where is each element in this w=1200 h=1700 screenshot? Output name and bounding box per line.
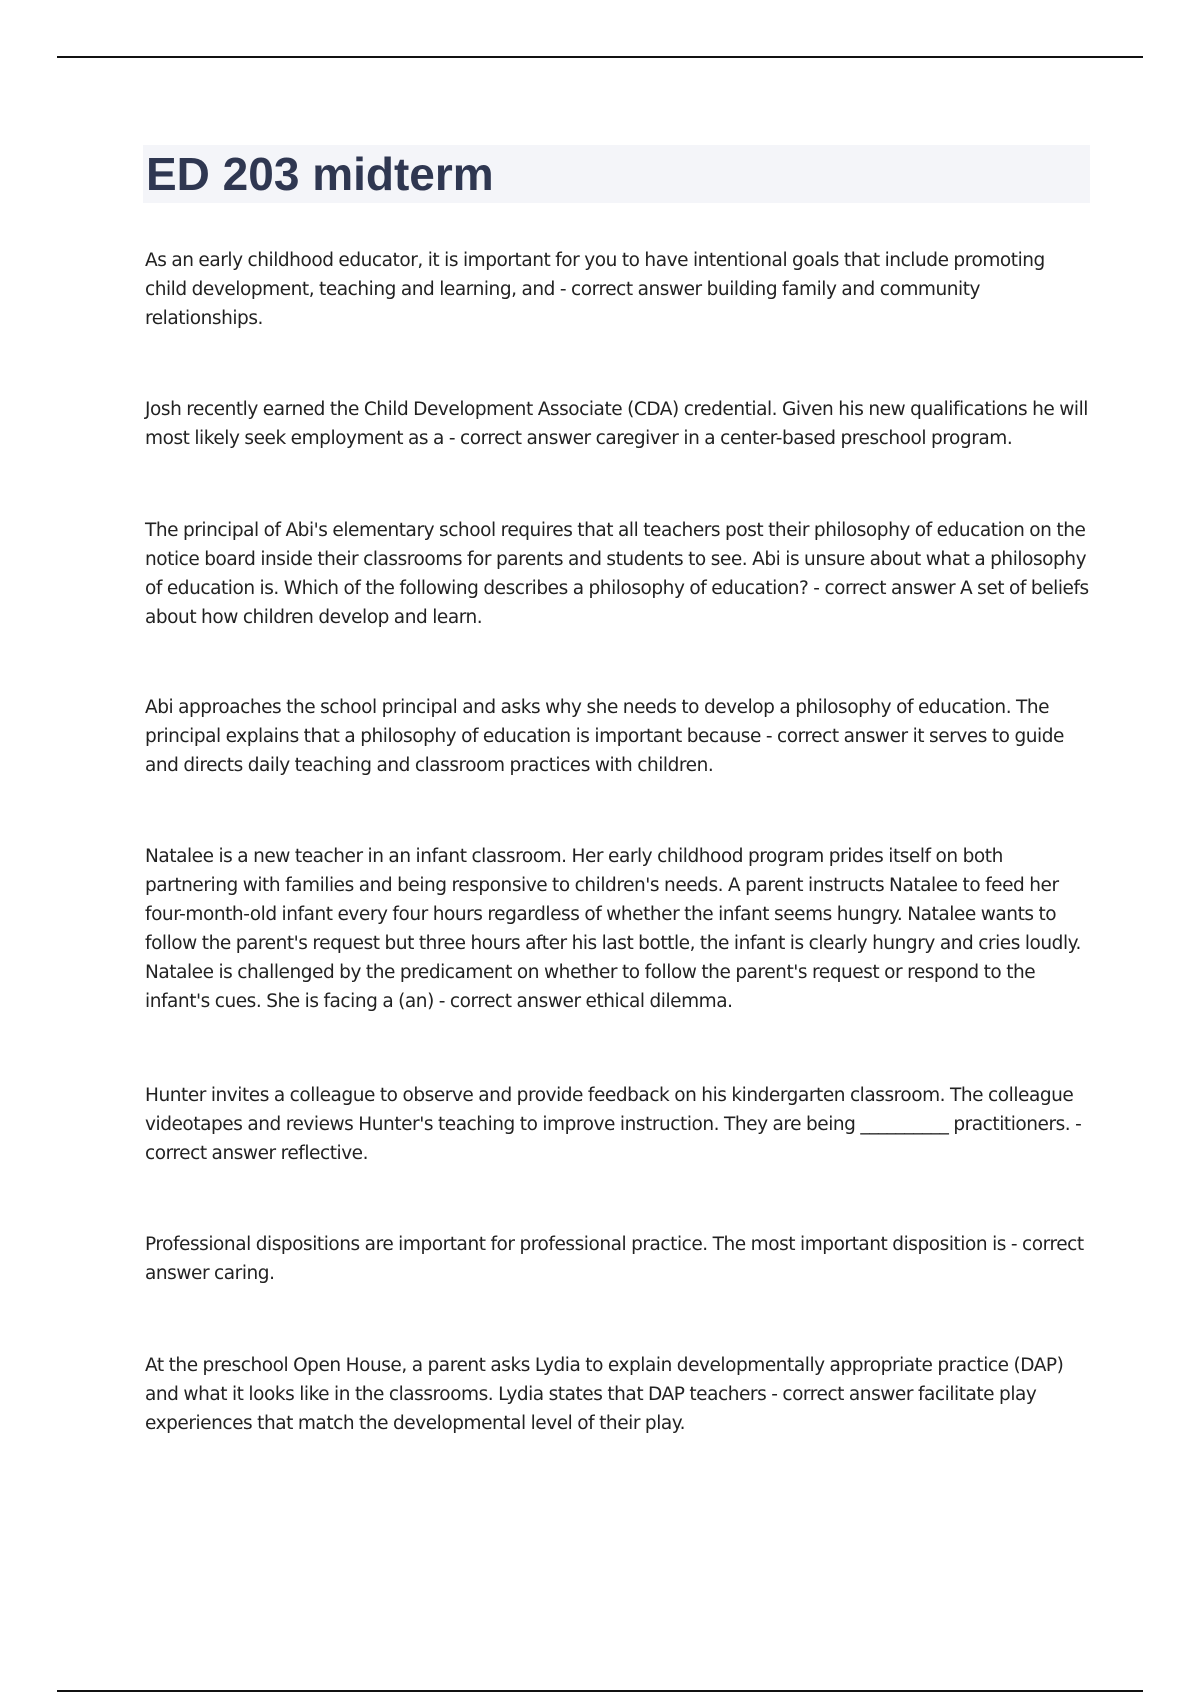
qa-item-8: At the preschool Open House, a parent asks Lydia to explain developmentally appropriate practice (DAP) and what it looks like in the classrooms. Lydia states that DAP teachers - correct answer facilitate play experiences that match the developmental level of their play.: [145, 1355, 1064, 1434]
page-bottom-rule: [57, 1690, 1143, 1692]
qa-item-5: Natalee is a new teacher in an infant classroom. Her early childhood program prides itself on both partnering with families and being responsive to children's needs. A parent instructs Natalee to feed her four-month-old infant every four hours regardless of whether the infant seems hungry. Natalee wants to follow the parent's request but three hours after his last bottle, the infant is clearly hungry and cries loudly. Natalee is challenged by the predicament on whether to follow the parent's request or respond to the infant's cues. She is facing a (an) - correct answer ethical dilemma.: [145, 846, 1081, 1012]
qa-item-2: Josh recently earned the Child Development Associate (CDA) credential. Given his new qualifications he will most likely seek employment as a - correct answer caregiver in a center-based preschool program.: [145, 399, 1089, 449]
qa-item-1: As an early childhood educator, it is important for you to have intentional goals that include promoting child development, teaching and learning, and - correct answer building family and community relationships.: [145, 250, 1045, 329]
page-top-rule: [57, 56, 1143, 58]
qa-item-3: The principal of Abi's elementary school requires that all teachers post their philosophy of education on the notice board inside their classrooms for parents and students to see. Abi is unsure about what a philosophy of education is. Which of the following describes a philosophy of education? - correct answer A set of beliefs about how children develop and learn.: [145, 520, 1089, 628]
qa-item-7: Professional dispositions are important for professional practice. The most important disposition is - correct answer caring.: [145, 1234, 1084, 1284]
qa-item-4: Abi approaches the school principal and asks why she needs to develop a philosophy of education. The principal explains that a philosophy of education is important because - correct answer it serves to guide and directs daily teaching and classroom practices with children.: [145, 697, 1064, 776]
page-title: ED 203 midterm: [146, 148, 494, 200]
qa-item-6: Hunter invites a colleague to observe and provide feedback on his kindergarten classroom. The colleague videotapes and reviews Hunter's teaching to improve instruction. They are being __________ practitioners. - correct answer reflective.: [145, 1085, 1082, 1164]
